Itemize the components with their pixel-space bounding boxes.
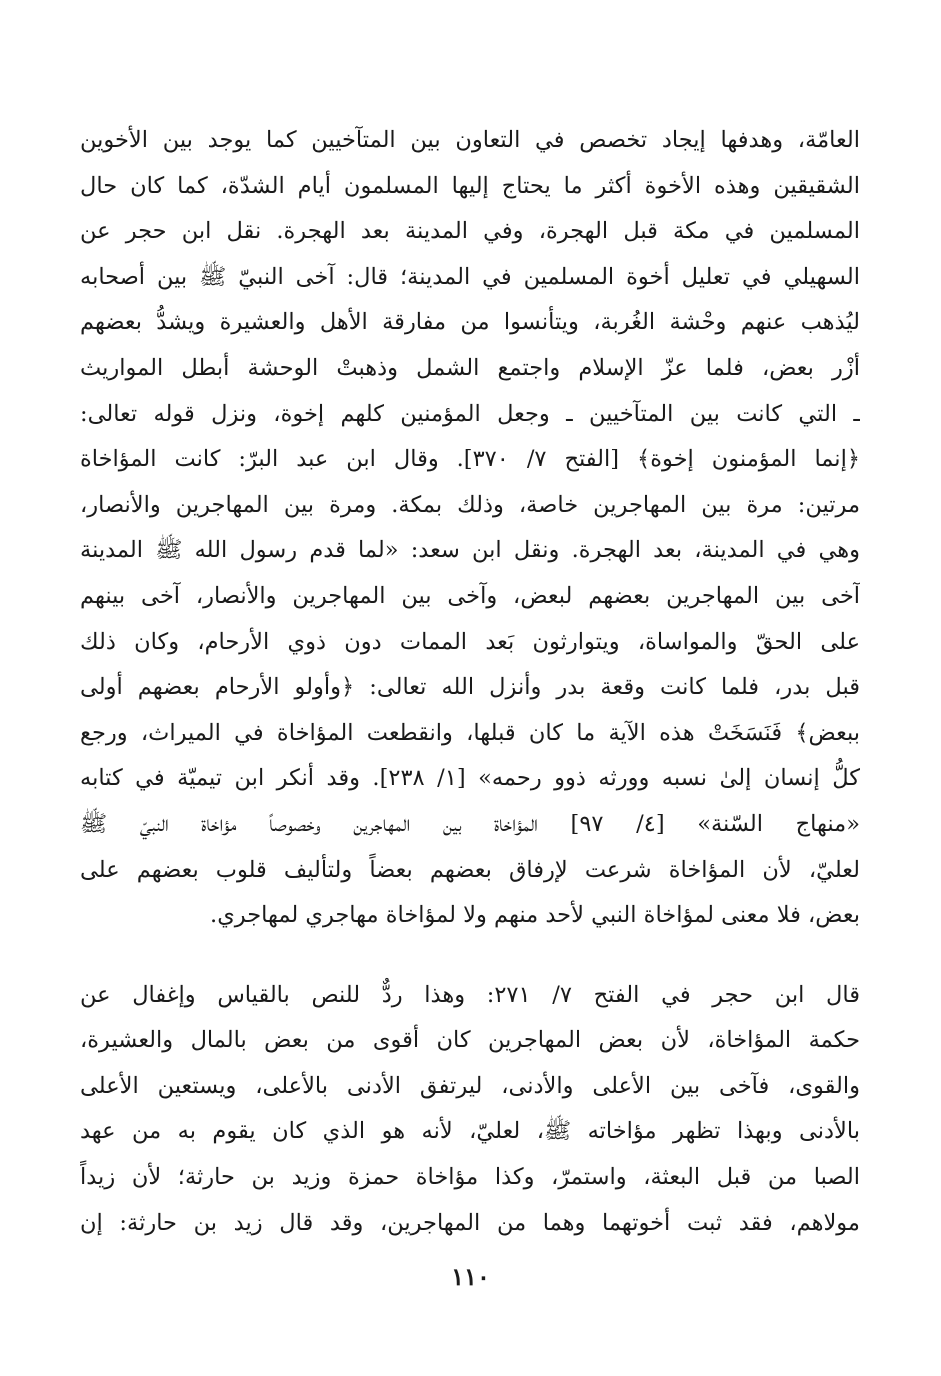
text-line: بعض، فلا معنى لمؤاخاة النبي لأحد منهم ولا لمؤاخاة مهاجري لمهاجري.: [210, 902, 860, 929]
text-line: ببعض﴾ فَنَسَخَتْ هذه الآية ما كان قبلها، وانقطعت المؤاخاة في الميراث، ورجع: [80, 719, 860, 746]
text-line: والقوى، فآخى بين الأعلى والأدنى، ليرتفق الأدنى بالأعلى، ويستعين الأعلى: [80, 1072, 860, 1099]
text-line: ﴿إنما المؤمنون إخوة﴾ [الفتح ٧/ ٣٧٠]. وقال ابن عبد البرّ: كانت المؤاخاة: [80, 446, 860, 473]
paragraph-gap: [80, 939, 860, 973]
text-line: المسلمين في مكة قبل الهجرة، وفي المدينة بعد الهجرة. نقل ابن حجر عن: [80, 218, 860, 245]
text-line: لعليّ، لأن المؤاخاة شرعت لإرفاق بعضهم بعضاً ولتأليف قلوب بعضهم على: [80, 856, 860, 883]
text-line: الصبا من قبل البعثة، واستمرّ، وكذا مؤاخاة حمزة وزيد بن حارثة؛ لأن زيداً: [80, 1164, 860, 1191]
text-line: آخى بين المهاجرين بعضهم لبعض، وآخى بين المهاجرين والأنصار، آخى بينهم: [80, 582, 860, 609]
paragraph-1: [80, 118, 860, 939]
text-line: قال ابن حجر في الفتح ٧/ ٢٧١: وهذا ردٌّ للنص بالقياس وإغفال عن: [80, 981, 860, 1008]
text-line: حكمة المؤاخاة، لأن بعض المهاجرين كان أقوى من بعض بالمال والعشيرة،: [80, 1027, 860, 1054]
text-line: العامّة، وهدفها إيجاد تخصص في التعاون بين المتآخيين كما يوجد بين الأخوين: [80, 127, 860, 153]
text-line: الشقيقين وهذه الأخوة أكثر ما يحتاج إليها المسلمون أيام الشدّة، كما كان حال: [80, 172, 860, 199]
text-line: على الحقّ والمواساة، ويتوارثون بَعد الممات دون ذوي الأرحام، وكان ذلك: [80, 628, 860, 655]
page-body: [80, 118, 860, 1246]
text-line: أزْر بعض، فلما عزّ الإسلام واجتمع الشمل وذهبتْ الوحشة أبطل المواريث: [80, 354, 860, 381]
text-line: كلُّ إنسان إلىٰ نسبه وورثه ذوو رحمه» [١/ ٢٣٨]. وقد أنكر ابن تيميّة في كتابه: [80, 765, 860, 792]
text-line: مرتين: مرة بين المهاجرين خاصة، وذلك بمكة. ومرة بين المهاجرين والأنصار،: [80, 491, 860, 518]
text-line: السهيلي في تعليل أخوة المسلمين في المدينة؛ قال: آخى النبيّ ﷺ بين أصحابه: [80, 263, 860, 290]
text-line: «منهاج السّنة» [٤/ ٩٧] المؤاخاة بين المهاجرين وخصوصاً مؤاخاة النبيّ ﷺ: [80, 810, 860, 837]
text-line: وهي في المدينة، بعد الهجرة. ونقل ابن سعد: «لما قدم رسول الله ﷺ المدينة: [80, 537, 860, 564]
paragraph-2: [80, 973, 860, 1247]
text-line: ليُذهب عنهم وحْشة الغُربة، ويتأنسوا من مفارقة الأهل والعشيرة ويشدُّ بعضهم: [80, 309, 860, 336]
text-line: قبل بدر، فلما كانت وقعة بدر وأنزل الله تعالى: ﴿وأولو الأرحام بعضهم أولى: [80, 674, 860, 701]
text-line: ـ التي كانت بين المتآخيين ـ وجعل المؤمنين كلهم إخوة، ونزل قوله تعالى:: [80, 400, 860, 427]
page-number: ١١٠: [451, 1262, 490, 1291]
text-line: مولاهم، فقد ثبت أخوتهما وهما من المهاجرين، وقد قال زيد بن حارثة: إن: [80, 1209, 860, 1236]
text-line: بالأدنى وبهذا تظهر مؤاخاته ﷺ، لعليّ، لأنه هو الذي كان يقوم به من عهد: [80, 1118, 860, 1145]
